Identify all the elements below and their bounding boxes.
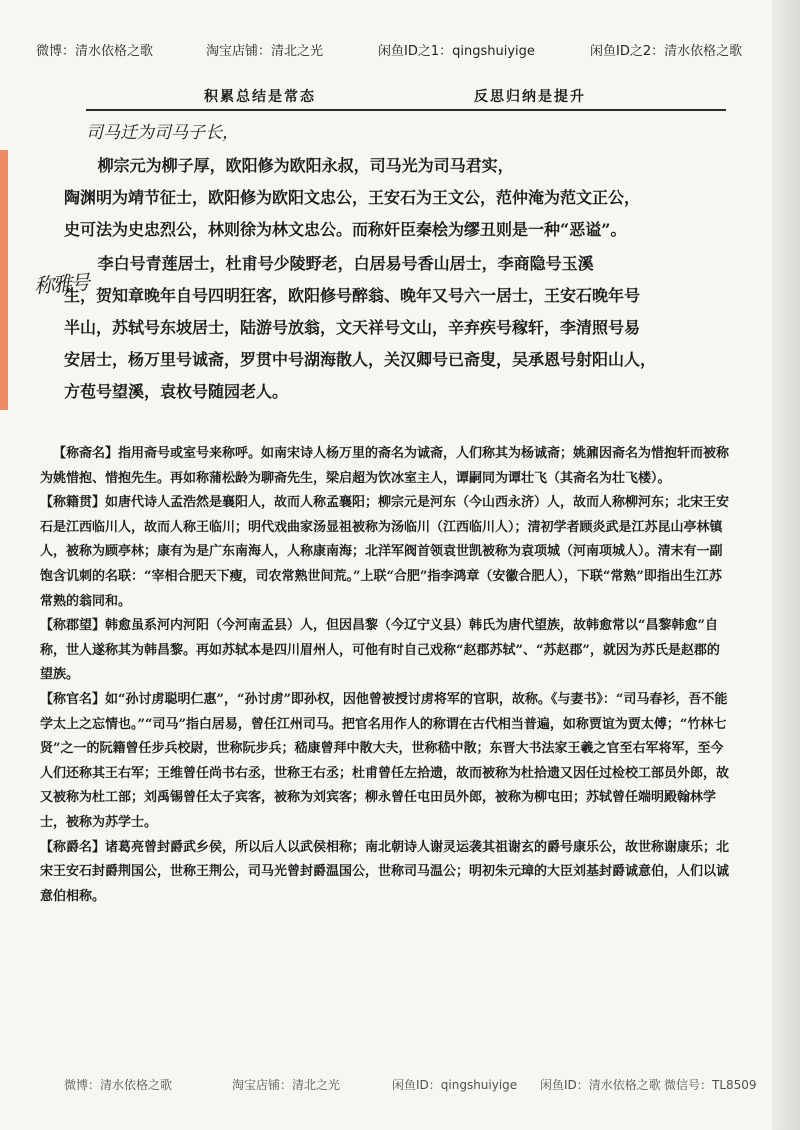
entry-paragraph xyxy=(40,491,730,614)
big-line: 李白号青莲居士，杜甫号少陵野老，白居易号香山居士，李商隐号玉溪 xyxy=(97,254,594,273)
header-rule xyxy=(86,109,726,111)
entry-label: 【称官名】 xyxy=(40,691,106,707)
entry-text: 指用斋号或室号来称呼。如南宋诗人杨万里的斋名为诚斋，人们称其为杨诚斋；姚鼐因斋名为惜抱轩而被称为姚惜抱、惜抱先生。再如称蒲松龄为聊斋先生，梁启超为饮冰室主人，谭嗣同为谭壮飞（其斋名为壮飞楼）。 xyxy=(40,446,730,486)
entry-text: 如唐代诗人孟浩然是襄阳人，故而人称孟襄阳；柳宗元是河东（今山西永济）人，故而人称柳河东；北宋王安石是江西临川人，故而人称王临川；明代戏曲家汤显祖被称为汤临川（江西临川人）；清初学者顾炎武是江苏昆山亭林镇人，被称为顾亭林；康有为是广东南海人，人称康南海；北洋军阀首领袁世凯被称为袁项城（河南项城人）。清末有一副饱含讥刺的名联：“宰相合肥天下瘦，司农常熟世间荒。”上联“合肥”指李鸿章（安徽合肥人），下联“常熟”即指出生江苏常熟的翁同和。 xyxy=(40,495,730,609)
handwritten-note-top: 司马迁为司马子长， xyxy=(86,123,239,143)
entry-paragraph xyxy=(40,614,730,688)
header-left: 积累总结是常态 xyxy=(204,89,316,105)
watermark-taobao: 淘宝店铺：清北之光 xyxy=(206,44,324,59)
entry-paragraph xyxy=(40,688,730,836)
big-line: 柳宗元为柳子厚，欧阳修为欧阳永叔，司马光为司马君实， xyxy=(97,156,514,175)
watermark-xianyu-2: 闲鱼ID之2：清水依格之歌 xyxy=(590,44,743,59)
big-line: 半山，苏轼号东坡居士，陆游号放翁，文天祥号文山，辛弃疾号稼轩，李清照号易 xyxy=(64,318,641,337)
red-edge-mark xyxy=(0,150,8,410)
entry-paragraph xyxy=(40,442,730,491)
body-block-small xyxy=(40,442,730,909)
entry-text: 韩愈虽系河内河阳（今河南孟县）人，但因昌黎（今辽宁义县）韩氏为唐代望族，故韩愈常以“昌黎韩愈”自称，世人遂称其为韩昌黎。再如苏轼本是四川眉州人，可他有时自己戏称“赵郡苏轼”、“苏赵郡”，就因为苏氏是赵郡的望族。 xyxy=(40,618,720,683)
entry-text: 诸葛亮曾封爵武乡侯，所以后人以武侯相称；南北朝诗人谢灵运袭其祖谢玄的爵号康乐公，故世称谢康乐；北宋王安石封爵荆国公，世称王荆公，司马光曾封爵温国公，世称司马温公；明初朱元璋的大臣刘基封爵诚意伯，人们以诚意伯相称。 xyxy=(40,839,730,904)
watermark-xianyu-1: 闲鱼ID之1：qingshuiyige xyxy=(378,44,535,59)
watermark-weibo: 微博：清水依格之歌 xyxy=(64,1078,173,1092)
big-line: 陶渊明为靖节征士，欧阳修为欧阳文忠公，王安石为王文公，范仲淹为范文正公， xyxy=(64,188,641,207)
entry-label: 【称籍贯】 xyxy=(40,495,106,511)
big-line: 生，贺知章晚年自号四明狂客，欧阳修号醉翁、晚年又号六一居士，王安石晚年号 xyxy=(64,286,641,305)
watermark-xianyu-2: 闲鱼ID：清水依格之歌 xyxy=(540,1078,661,1092)
big-line: 安居士，杨万里号诚斋，罗贯中号湖海散人，关汉卿号已斋叟，吴承恩号射阳山人， xyxy=(64,350,657,369)
entry-text: 如“孙讨虏聪明仁惠”，“孙讨虏”即孙权，因他曾被授讨虏将军的官职，故称。《与妻书》：“司马春衫，吾不能学太上之忘情也。”“司马”指白居易，曾任江州司马。把官名用作人的称谓在古代相当普遍，如称贾谊为贾太傅；“竹林七贤”之一的阮籍曾任步兵校尉，世称阮步兵；嵇康曾拜中散大夫，世称嵇中散；东晋大书法家王羲之官至右军将军，至今人们还称其王右军；王维曾任尚书右丞，世称王右丞；杜甫曾任左拾遗，故而被称为杜拾遗又因任过检校工部员外郎，故又被称为杜工部；刘禹锡曾任太子宾客，被称为刘宾客；柳永曾任屯田员外郎，被称为柳屯田；苏轼曾任端明殿翰林学士，被称为苏学士。 xyxy=(40,691,730,830)
entry-label: 【称斋名】 xyxy=(53,446,119,461)
body-block-large xyxy=(64,150,724,408)
watermark-taobao: 淘宝店铺：清北之光 xyxy=(232,1078,341,1092)
paper-edge xyxy=(772,0,800,1130)
entry-label: 【称爵名】 xyxy=(40,839,106,855)
watermark-xianyu-1: 闲鱼ID：qingshuiyige xyxy=(392,1078,518,1092)
entry-paragraph xyxy=(40,836,730,910)
big-line: 方苞号望溪，袁枚号随园老人。 xyxy=(64,382,289,401)
watermark-weibo: 微博：清水依格之歌 xyxy=(36,44,154,59)
handwritten-note-margin: 称雅号 xyxy=(33,270,89,298)
entry-label: 【称郡望】 xyxy=(40,618,106,634)
header-right: 反思归纳是提升 xyxy=(474,89,586,105)
watermark-wechat: 微信号：TL8509 xyxy=(664,1078,757,1092)
big-line: 史可法为史忠烈公，林则徐为林文忠公。而称奸臣秦桧为缪丑则是一种“恶谥”。 xyxy=(64,220,627,239)
